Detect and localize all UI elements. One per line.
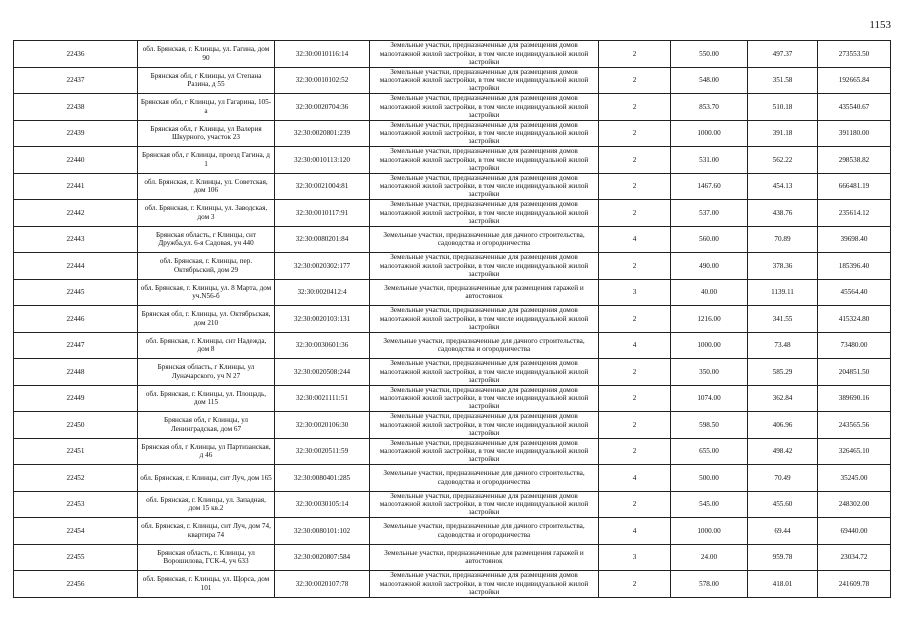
cadastral-number-cell: 32:30:0030105:14 <box>275 491 370 518</box>
specific-value-cell: 418.01 <box>748 571 818 598</box>
table-row <box>14 120 891 147</box>
address-cell: обл. Брянская, г. Клинцы, снт Луч, дом 165 <box>138 465 275 492</box>
category-code-cell: 2 <box>599 67 671 94</box>
address-cell: Брянская обл, г Клинцы, проезд Гагина, д 1 <box>138 147 275 174</box>
area-cell: 490.00 <box>671 253 748 280</box>
area-cell: 537.00 <box>671 200 748 227</box>
row-number-cell: 22455 <box>14 544 138 571</box>
cadastral-number-cell: 32:30:0010117:91 <box>275 200 370 227</box>
table-row <box>14 253 891 280</box>
row-number-cell: 22452 <box>14 465 138 492</box>
cadastral-number-cell: 32:30:0020704:36 <box>275 94 370 121</box>
cadastral-value-cell: 391180.00 <box>818 120 891 147</box>
area-cell: 350.00 <box>671 359 748 386</box>
table-row <box>14 41 891 68</box>
table-body <box>14 41 891 598</box>
cadastral-value-cell: 298538.82 <box>818 147 891 174</box>
cadastral-value-cell: 248302.00 <box>818 491 891 518</box>
row-number-cell: 22446 <box>14 306 138 333</box>
row-number-cell: 22453 <box>14 491 138 518</box>
land-use-cell: Земельные участки, предназначенные для размещения гаражей и автостоянок <box>370 279 599 306</box>
land-use-cell: Земельные участки, предназначенные для размещения домов малоэтажной жилой застройки, в том числе индивидуальной жилой застройки <box>370 253 599 280</box>
row-number-cell: 22438 <box>14 94 138 121</box>
cadastral-number-cell: 32:30:0010116:14 <box>275 41 370 68</box>
address-cell: обл. Брянская, г. Клинцы, ул. Заводская, дом 3 <box>138 200 275 227</box>
address-cell: обл. Брянская, г. Клинцы, снт Надежда, дом 8 <box>138 332 275 359</box>
cadastral-value-cell: 243565.56 <box>818 412 891 439</box>
specific-value-cell: 438.76 <box>748 200 818 227</box>
row-number-cell: 22445 <box>14 279 138 306</box>
cadastral-value-cell: 241609.78 <box>818 571 891 598</box>
address-cell: обл. Брянская, г. Клинцы, ул. Западная, дом 15 кв.2 <box>138 491 275 518</box>
category-code-cell: 2 <box>599 173 671 200</box>
specific-value-cell: 70.49 <box>748 465 818 492</box>
land-use-cell: Земельные участки, предназначенные для дачного строительства, садоводства и огородничества <box>370 226 599 253</box>
land-use-cell: Земельные участки, предназначенные для дачного строительства, садоводства и огородничества <box>370 332 599 359</box>
category-code-cell: 2 <box>599 120 671 147</box>
address-cell: обл. Брянская, г. Клинцы, пер. Октябрьский, дом 29 <box>138 253 275 280</box>
address-cell: обл. Брянская, г. Клинцы, ул. Гагина, дом 90 <box>138 41 275 68</box>
specific-value-cell: 510.18 <box>748 94 818 121</box>
row-number-cell: 22441 <box>14 173 138 200</box>
category-code-cell: 2 <box>599 306 671 333</box>
category-code-cell: 2 <box>599 94 671 121</box>
cadastral-value-cell: 69440.00 <box>818 518 891 545</box>
specific-value-cell: 69.44 <box>748 518 818 545</box>
cadastral-number-cell: 32:30:0020801:239 <box>275 120 370 147</box>
specific-value-cell: 585.29 <box>748 359 818 386</box>
address-cell: обл. Брянская, г. Клинцы, снт Луч, дом 74, квартира 74 <box>138 518 275 545</box>
address-cell: обл. Брянская, г. Клинцы, ул. Щорса, дом 101 <box>138 571 275 598</box>
area-cell: 1074.00 <box>671 385 748 412</box>
table-row <box>14 544 891 571</box>
area-cell: 548.00 <box>671 67 748 94</box>
table-row <box>14 491 891 518</box>
row-number-cell: 22439 <box>14 120 138 147</box>
cadastral-number-cell: 32:30:0020302:177 <box>275 253 370 280</box>
area-cell: 1467.60 <box>671 173 748 200</box>
category-code-cell: 2 <box>599 200 671 227</box>
cadastral-number-cell: 32:30:0010113:120 <box>275 147 370 174</box>
row-number-cell: 22450 <box>14 412 138 439</box>
row-number-cell: 22440 <box>14 147 138 174</box>
area-cell: 578.00 <box>671 571 748 598</box>
cadastral-value-cell: 415324.80 <box>818 306 891 333</box>
specific-value-cell: 341.55 <box>748 306 818 333</box>
area-cell: 655.00 <box>671 438 748 465</box>
address-cell: Брянская обл, г Клинцы, ул Степана Разина, д 55 <box>138 67 275 94</box>
table-row <box>14 200 891 227</box>
row-number-cell: 22454 <box>14 518 138 545</box>
area-cell: 1000.00 <box>671 518 748 545</box>
specific-value-cell: 959.78 <box>748 544 818 571</box>
address-cell: Брянская обл, г Клинцы, ул Валерия Шкурного, участок 23 <box>138 120 275 147</box>
area-cell: 1000.00 <box>671 332 748 359</box>
area-cell: 598.50 <box>671 412 748 439</box>
address-cell: обл. Брянская, г. Клинцы, ул. Советская, дом 106 <box>138 173 275 200</box>
cadastral-value-cell: 389690.16 <box>818 385 891 412</box>
land-use-cell: Земельные участки, предназначенные для размещения домов малоэтажной жилой застройки, в том числе индивидуальной жилой застройки <box>370 385 599 412</box>
cadastral-number-cell: 32:30:0020106:30 <box>275 412 370 439</box>
category-code-cell: 2 <box>599 412 671 439</box>
category-code-cell: 4 <box>599 465 671 492</box>
table-row <box>14 332 891 359</box>
address-cell: Брянская обл, г Клинцы, ул Ленинградская, дом 67 <box>138 412 275 439</box>
cadastral-number-cell: 32:30:0080201:84 <box>275 226 370 253</box>
category-code-cell: 4 <box>599 518 671 545</box>
table-row <box>14 359 891 386</box>
specific-value-cell: 455.60 <box>748 491 818 518</box>
cadastral-value-cell: 192665.84 <box>818 67 891 94</box>
area-cell: 1000.00 <box>671 120 748 147</box>
address-cell: Брянская обл, г Клинцы, ул Гагарина, 105-а <box>138 94 275 121</box>
table-row <box>14 465 891 492</box>
table-row <box>14 571 891 598</box>
land-use-cell: Земельные участки, предназначенные для размещения гаражей и автостоянок <box>370 544 599 571</box>
land-use-cell: Земельные участки, предназначенные для размещения домов малоэтажной жилой застройки, в том числе индивидуальной жилой застройки <box>370 412 599 439</box>
specific-value-cell: 362.84 <box>748 385 818 412</box>
specific-value-cell: 498.42 <box>748 438 818 465</box>
category-code-cell: 3 <box>599 544 671 571</box>
cadastral-number-cell: 32:30:0020807:584 <box>275 544 370 571</box>
category-code-cell: 4 <box>599 332 671 359</box>
land-use-cell: Земельные участки, предназначенные для размещения домов малоэтажной жилой застройки, в том числе индивидуальной жилой застройки <box>370 94 599 121</box>
specific-value-cell: 70.89 <box>748 226 818 253</box>
table-row <box>14 306 891 333</box>
cadastral-number-cell: 32:30:0021004:81 <box>275 173 370 200</box>
land-use-cell: Земельные участки, предназначенные для размещения домов малоэтажной жилой застройки, в том числе индивидуальной жилой застройки <box>370 438 599 465</box>
specific-value-cell: 73.48 <box>748 332 818 359</box>
cadastral-number-cell: 32:30:0080401:285 <box>275 465 370 492</box>
table-row <box>14 279 891 306</box>
land-use-cell: Земельные участки, предназначенные для дачного строительства, садоводства и огородничества <box>370 518 599 545</box>
category-code-cell: 2 <box>599 438 671 465</box>
specific-value-cell: 497.37 <box>748 41 818 68</box>
cadastral-value-cell: 45564.40 <box>818 279 891 306</box>
table-row <box>14 147 891 174</box>
land-use-cell: Земельные участки, предназначенные для размещения домов малоэтажной жилой застройки, в том числе индивидуальной жилой застройки <box>370 359 599 386</box>
land-use-cell: Земельные участки, предназначенные для размещения домов малоэтажной жилой застройки, в том числе индивидуальной жилой застройки <box>370 306 599 333</box>
row-number-cell: 22437 <box>14 67 138 94</box>
table-row <box>14 518 891 545</box>
category-code-cell: 2 <box>599 359 671 386</box>
row-number-cell: 22447 <box>14 332 138 359</box>
area-cell: 550.00 <box>671 41 748 68</box>
row-number-cell: 22442 <box>14 200 138 227</box>
land-use-cell: Земельные участки, предназначенные для размещения домов малоэтажной жилой застройки, в том числе индивидуальной жилой застройки <box>370 147 599 174</box>
address-cell: Брянская обл, г. Клинцы, ул. Октябрьская, дом 210 <box>138 306 275 333</box>
cadastral-number-cell: 32:30:0021111:51 <box>275 385 370 412</box>
address-cell: обл. Брянская, г. Клинцы, ул. 8 Марта, дом уч.N56-б <box>138 279 275 306</box>
specific-value-cell: 351.58 <box>748 67 818 94</box>
address-cell: Брянская обл, г Клинцы, ул Партизанская, д 46 <box>138 438 275 465</box>
area-cell: 853.70 <box>671 94 748 121</box>
area-cell: 545.00 <box>671 491 748 518</box>
cadastral-value-cell: 666481.19 <box>818 173 891 200</box>
table-row <box>14 412 891 439</box>
cadastral-number-cell: 32:30:0010102:52 <box>275 67 370 94</box>
land-use-cell: Земельные участки, предназначенные для дачного строительства, садоводства и огородничества <box>370 465 599 492</box>
cadastral-number-cell: 32:30:0020511:59 <box>275 438 370 465</box>
cadastral-value-cell: 23034.72 <box>818 544 891 571</box>
cadastral-value-cell: 273553.50 <box>818 41 891 68</box>
area-cell: 531.00 <box>671 147 748 174</box>
cadastral-value-cell: 35245.00 <box>818 465 891 492</box>
category-code-cell: 2 <box>599 571 671 598</box>
table-row <box>14 94 891 121</box>
category-code-cell: 2 <box>599 253 671 280</box>
table-row <box>14 173 891 200</box>
page-number: 1153 <box>869 19 891 31</box>
category-code-cell: 2 <box>599 147 671 174</box>
cadastral-value-cell: 326465.10 <box>818 438 891 465</box>
cadastral-value-cell: 39698.40 <box>818 226 891 253</box>
specific-value-cell: 1139.11 <box>748 279 818 306</box>
area-cell: 40.00 <box>671 279 748 306</box>
specific-value-cell: 378.36 <box>748 253 818 280</box>
specific-value-cell: 454.13 <box>748 173 818 200</box>
address-cell: Брянская область, г. Клинцы, ул Ворошилова, ГСК-4, уч 633 <box>138 544 275 571</box>
cadastral-number-cell: 32:30:0030601:36 <box>275 332 370 359</box>
address-cell: обл. Брянская, г. Клинцы, ул. Площадь, дом 115 <box>138 385 275 412</box>
land-use-cell: Земельные участки, предназначенные для размещения домов малоэтажной жилой застройки, в том числе индивидуальной жилой застройки <box>370 120 599 147</box>
table-row <box>14 226 891 253</box>
cadastral-number-cell: 32:30:0020412:4 <box>275 279 370 306</box>
category-code-cell: 3 <box>599 279 671 306</box>
area-cell: 560.00 <box>671 226 748 253</box>
cadastral-number-cell: 32:30:0020103:131 <box>275 306 370 333</box>
land-use-cell: Земельные участки, предназначенные для размещения домов малоэтажной жилой застройки, в том числе индивидуальной жилой застройки <box>370 200 599 227</box>
area-cell: 500.00 <box>671 465 748 492</box>
land-use-cell: Земельные участки, предназначенные для размещения домов малоэтажной жилой застройки, в том числе индивидуальной жилой застройки <box>370 67 599 94</box>
row-number-cell: 22443 <box>14 226 138 253</box>
area-cell: 24.00 <box>671 544 748 571</box>
address-cell: Брянская область, г Клинцы, ул Луначарского, уч N 27 <box>138 359 275 386</box>
cadastral-number-cell: 32:30:0020107:78 <box>275 571 370 598</box>
land-use-cell: Земельные участки, предназначенные для размещения домов малоэтажной жилой застройки, в том числе индивидуальной жилой застройки <box>370 41 599 68</box>
category-code-cell: 4 <box>599 226 671 253</box>
land-use-cell: Земельные участки, предназначенные для размещения домов малоэтажной жилой застройки, в том числе индивидуальной жилой застройки <box>370 173 599 200</box>
land-use-cell: Земельные участки, предназначенные для размещения домов малоэтажной жилой застройки, в том числе индивидуальной жилой застройки <box>370 491 599 518</box>
table-row <box>14 385 891 412</box>
address-cell: Брянская область, г Клинцы, снт Дружба,ул. 6-я Садовая, уч 440 <box>138 226 275 253</box>
row-number-cell: 22451 <box>14 438 138 465</box>
specific-value-cell: 406.96 <box>748 412 818 439</box>
cadastral-number-cell: 32:30:0020508:244 <box>275 359 370 386</box>
table-row <box>14 438 891 465</box>
row-number-cell: 22436 <box>14 41 138 68</box>
land-registry-table <box>13 40 891 598</box>
cadastral-value-cell: 204851.50 <box>818 359 891 386</box>
table-row <box>14 67 891 94</box>
row-number-cell: 22449 <box>14 385 138 412</box>
specific-value-cell: 391.18 <box>748 120 818 147</box>
row-number-cell: 22456 <box>14 571 138 598</box>
category-code-cell: 2 <box>599 41 671 68</box>
row-number-cell: 22444 <box>14 253 138 280</box>
cadastral-value-cell: 435540.67 <box>818 94 891 121</box>
row-number-cell: 22448 <box>14 359 138 386</box>
land-use-cell: Земельные участки, предназначенные для размещения домов малоэтажной жилой застройки, в том числе индивидуальной жилой застройки <box>370 571 599 598</box>
cadastral-value-cell: 235614.12 <box>818 200 891 227</box>
category-code-cell: 2 <box>599 385 671 412</box>
category-code-cell: 2 <box>599 491 671 518</box>
area-cell: 1216.00 <box>671 306 748 333</box>
specific-value-cell: 562.22 <box>748 147 818 174</box>
cadastral-value-cell: 73480.00 <box>818 332 891 359</box>
cadastral-number-cell: 32:30:0080101:102 <box>275 518 370 545</box>
cadastral-value-cell: 185396.40 <box>818 253 891 280</box>
